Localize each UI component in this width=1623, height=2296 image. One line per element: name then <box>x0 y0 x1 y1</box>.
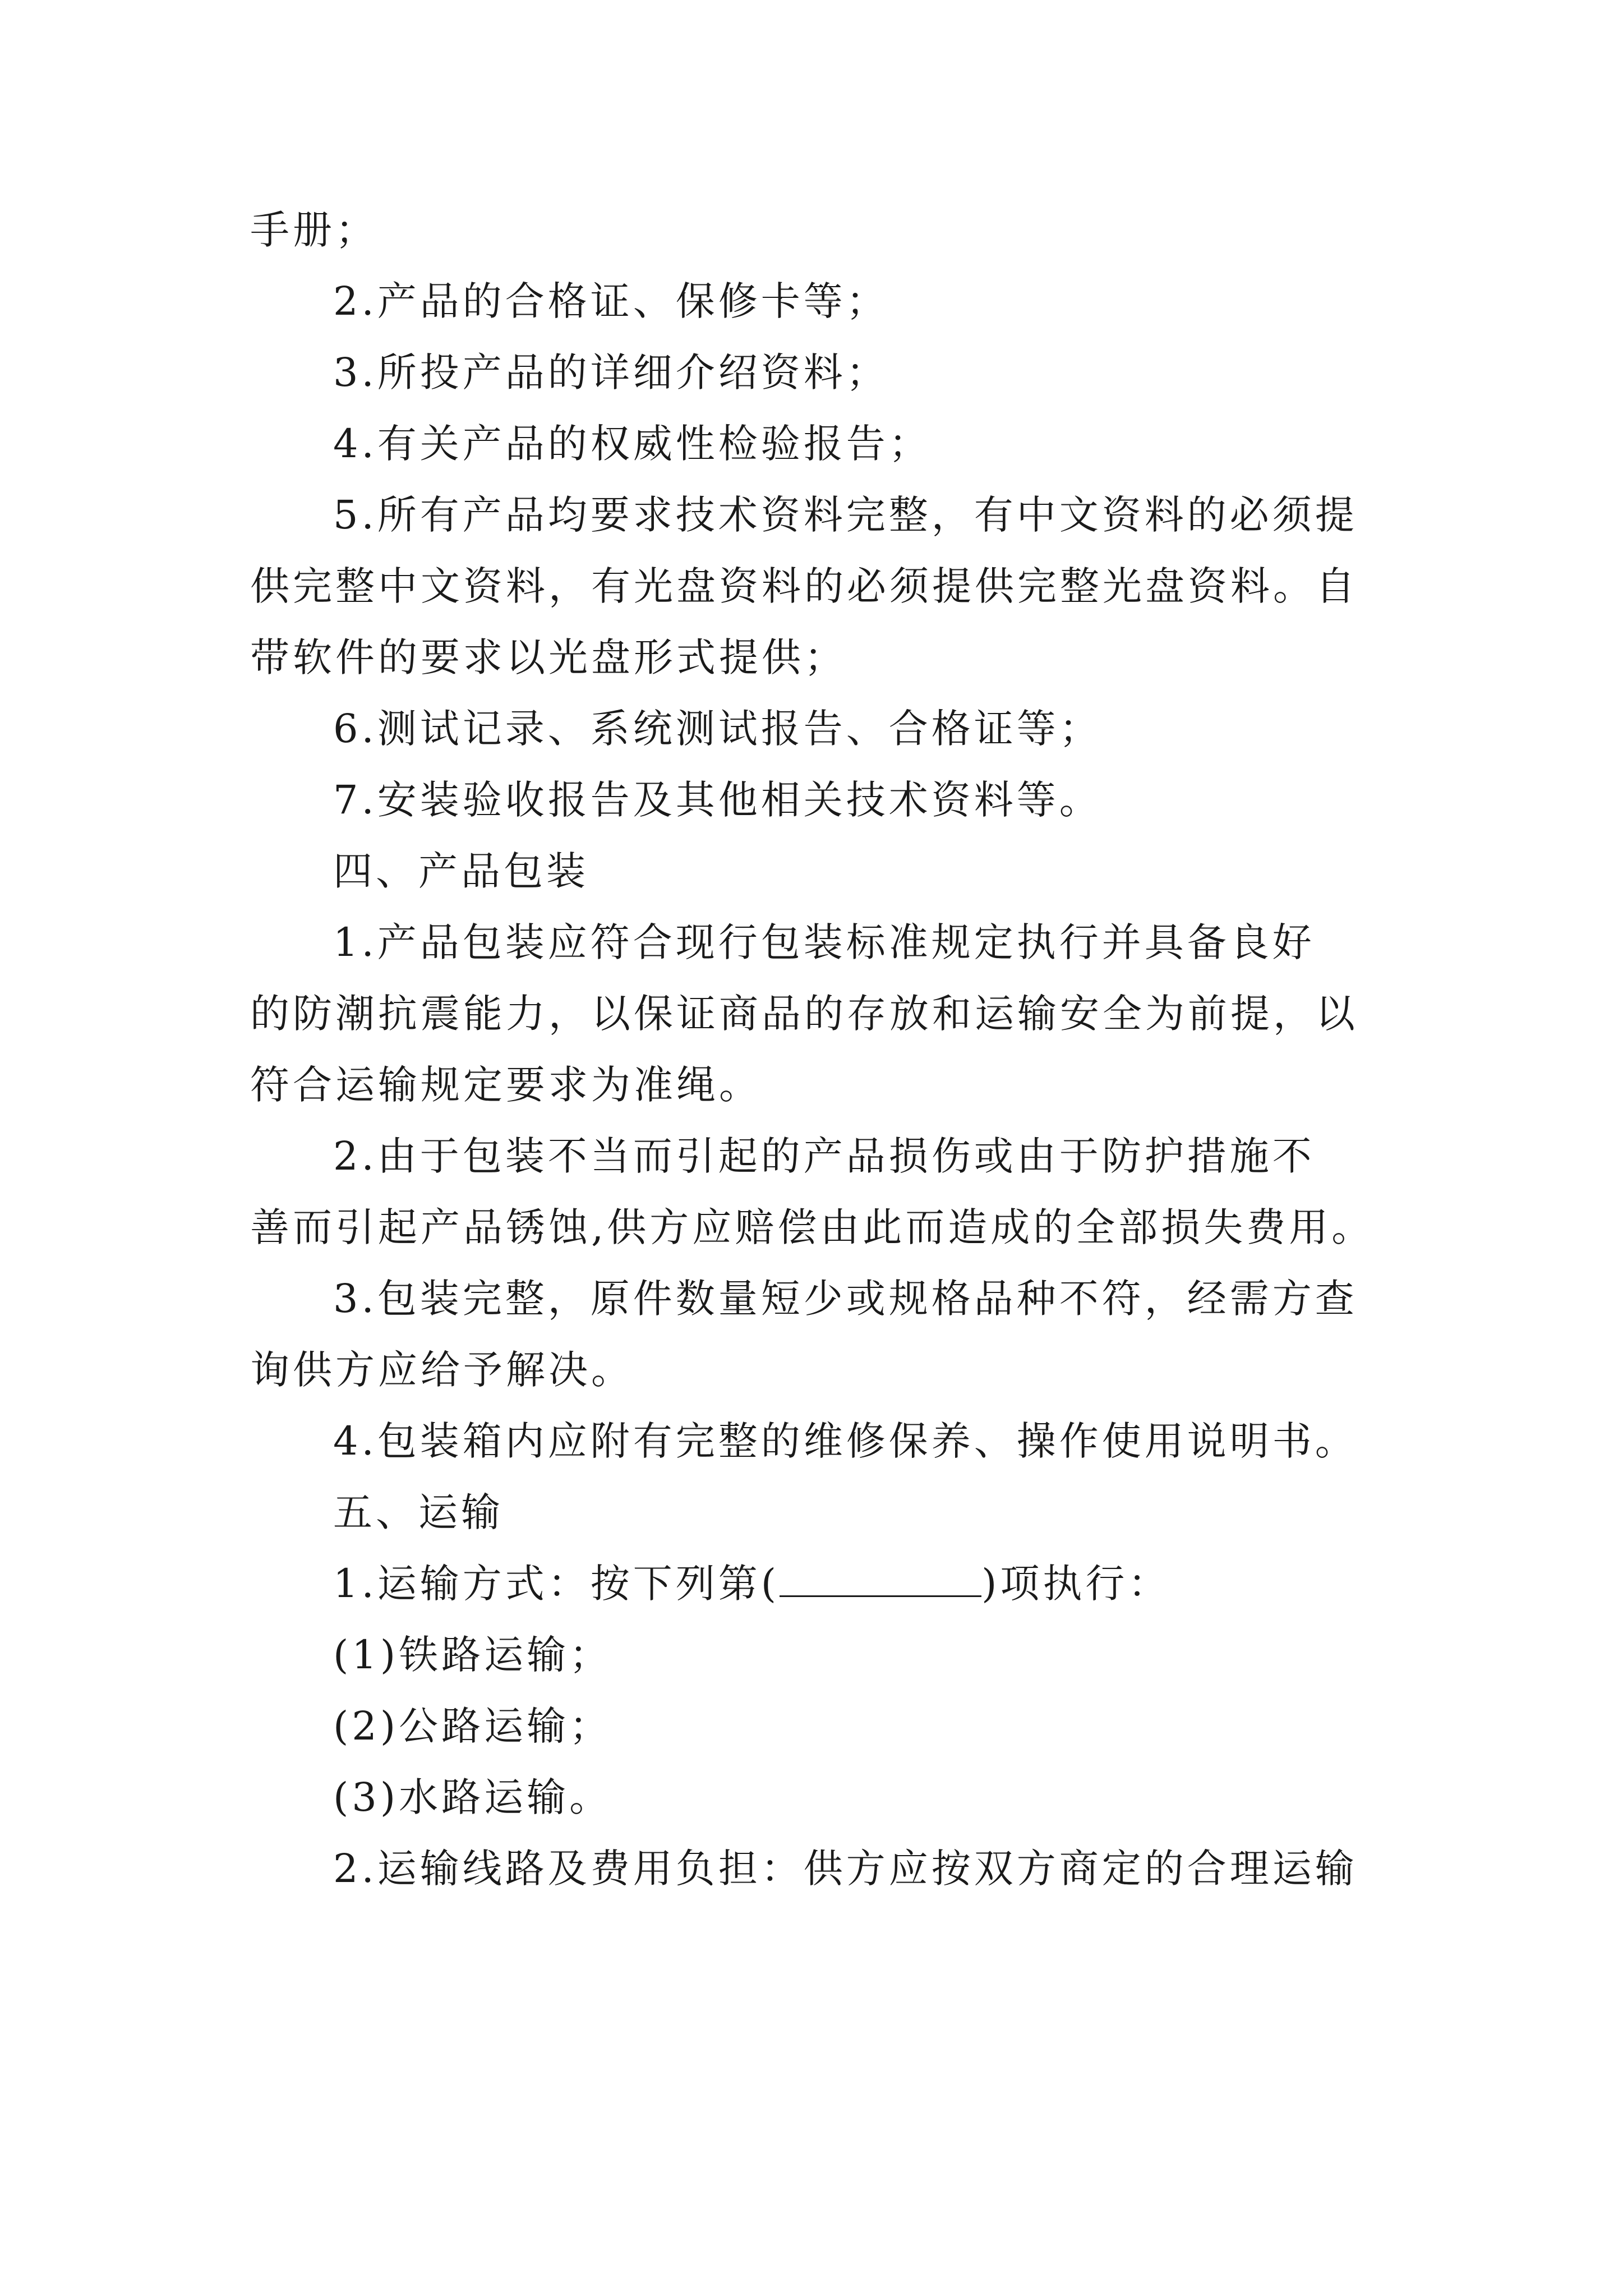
list-item-product-info: 3.所投产品的详细介绍资料； <box>333 349 889 395</box>
transport-method-blank[interactable] <box>780 1561 981 1597</box>
section-heading-transport: 五、运输 <box>333 1489 504 1535</box>
section-heading-packaging: 四、产品包装 <box>333 848 589 894</box>
text-line: 符合运输规定要求为准绳。 <box>250 1062 762 1108</box>
text-line: 手册； <box>250 207 378 253</box>
list-item-packaging-damage: 2.由于包装不当而引起的产品损伤或由于防护措施不 <box>333 1133 1315 1179</box>
list-item-test-records: 6.测试记录、系统测试报告、合格证等； <box>333 706 1102 752</box>
transport-method-suffix: )项执行： <box>981 1561 1171 1607</box>
list-item-technical-docs: 5.所有产品均要求技术资料完整，有中文资料的必须提 <box>333 492 1358 538</box>
list-item-acceptance-report: 7.安装验收报告及其他相关技术资料等。 <box>333 777 1102 823</box>
list-item-transport-route: 2.运输线路及费用负担：供方应按双方商定的合理运输 <box>333 1846 1358 1892</box>
list-item-packaging-standard: 1.产品包装应符合现行包装标准规定执行并具备良好 <box>333 919 1315 965</box>
text-line: 的防潮抗震能力，以保证商品的存放和运输安全为前提，以 <box>250 991 1358 1037</box>
transport-method-prefix: 1.运输方式：按下列第( <box>333 1561 780 1607</box>
list-item-packaging-manual: 4.包装箱内应附有完整的维修保养、操作使用说明书。 <box>333 1418 1358 1464</box>
list-item-packaging-complete: 3.包装完整，原件数量短少或规格品种不符，经需方查 <box>333 1276 1358 1322</box>
transport-method-line <box>333 1556 1170 1612</box>
text-line: 带软件的要求以光盘形式提供； <box>250 634 847 680</box>
option-rail-transport: (1)铁路运输； <box>333 1632 612 1678</box>
text-line: 供完整中文资料，有光盘资料的必须提供完整光盘资料。自 <box>250 563 1358 609</box>
list-item-inspection-report: 4.有关产品的权威性检验报告； <box>333 421 932 467</box>
text-line: 善而引起产品锈蚀,供方应赔偿由此而造成的全部损失费用。 <box>250 1204 1375 1250</box>
option-water-transport: (3)水路运输。 <box>333 1774 612 1820</box>
text-line: 询供方应给予解决。 <box>250 1347 634 1393</box>
option-road-transport: (2)公路运输； <box>333 1703 612 1749</box>
list-item-certificate: 2.产品的合格证、保修卡等； <box>333 278 889 324</box>
